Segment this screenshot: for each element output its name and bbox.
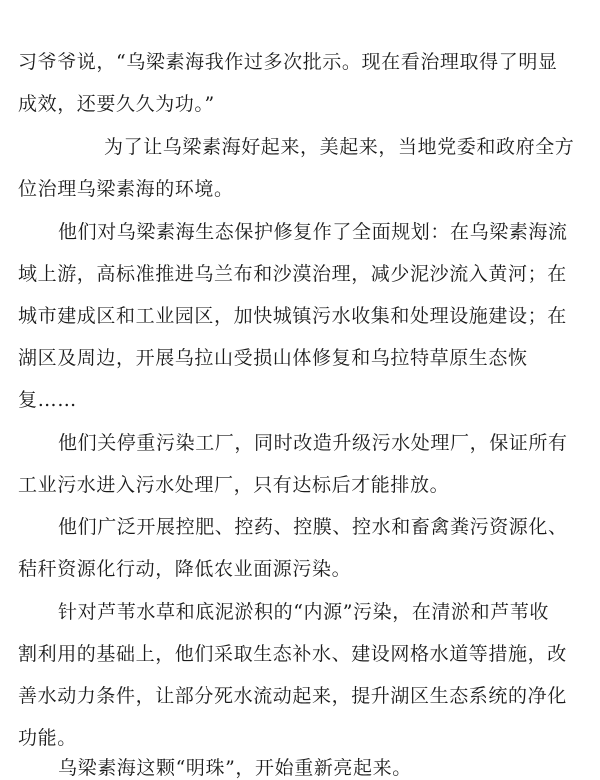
text-line: 乌梁素海这颗“明珠”，开始重新亮起来。	[58, 757, 412, 779]
text-line: 复……	[18, 389, 77, 411]
text-line: 工业污水进入污水处理厂，只有达标后才能排放。	[18, 474, 450, 496]
text-line: 他们关停重污染工厂，同时改造升级污水处理厂，保证所有	[58, 432, 568, 454]
text-line: 善水动力条件，让部分死水流动起来，提升湖区生态系统的净化	[18, 685, 567, 707]
text-line: 习爷爷说，“乌梁素海我作过多次批示。现在看治理取得了明显	[18, 51, 558, 73]
text-line: 功能。	[18, 727, 77, 749]
text-line: 位治理乌梁素海的环境。	[18, 178, 234, 200]
text-line: 秸秆资源化行动，降低农业面源污染。	[18, 558, 352, 580]
text-line: 域上游，高标准推进乌兰布和沙漠治理，减少泥沙流入黄河；在	[18, 263, 567, 285]
text-line: 他们对乌梁素海生态保护修复作了全面规划：在乌梁素海流	[58, 221, 568, 243]
text-line: 湖区及周边，开展乌拉山受损山体修复和乌拉特草原生态恢	[18, 347, 528, 369]
text-line: 成效，还要久久为功。”	[18, 93, 215, 115]
text-line: 针对芦苇水草和底泥淤积的“内源”污染，在清淤和芦苇收	[58, 601, 550, 623]
text-line: 为了让乌梁素海好起来，美起来，当地党委和政府全方	[104, 136, 575, 158]
text-line: 他们广泛开展控肥、控药、控膜、控水和畜禽粪污资源化、	[58, 516, 568, 538]
text-line: 割利用的基础上，他们采取生态补水、建设网格水道等措施，改	[18, 643, 567, 665]
text-line: 城市建成区和工业园区，加快城镇污水收集和处理设施建设；在	[18, 305, 567, 327]
